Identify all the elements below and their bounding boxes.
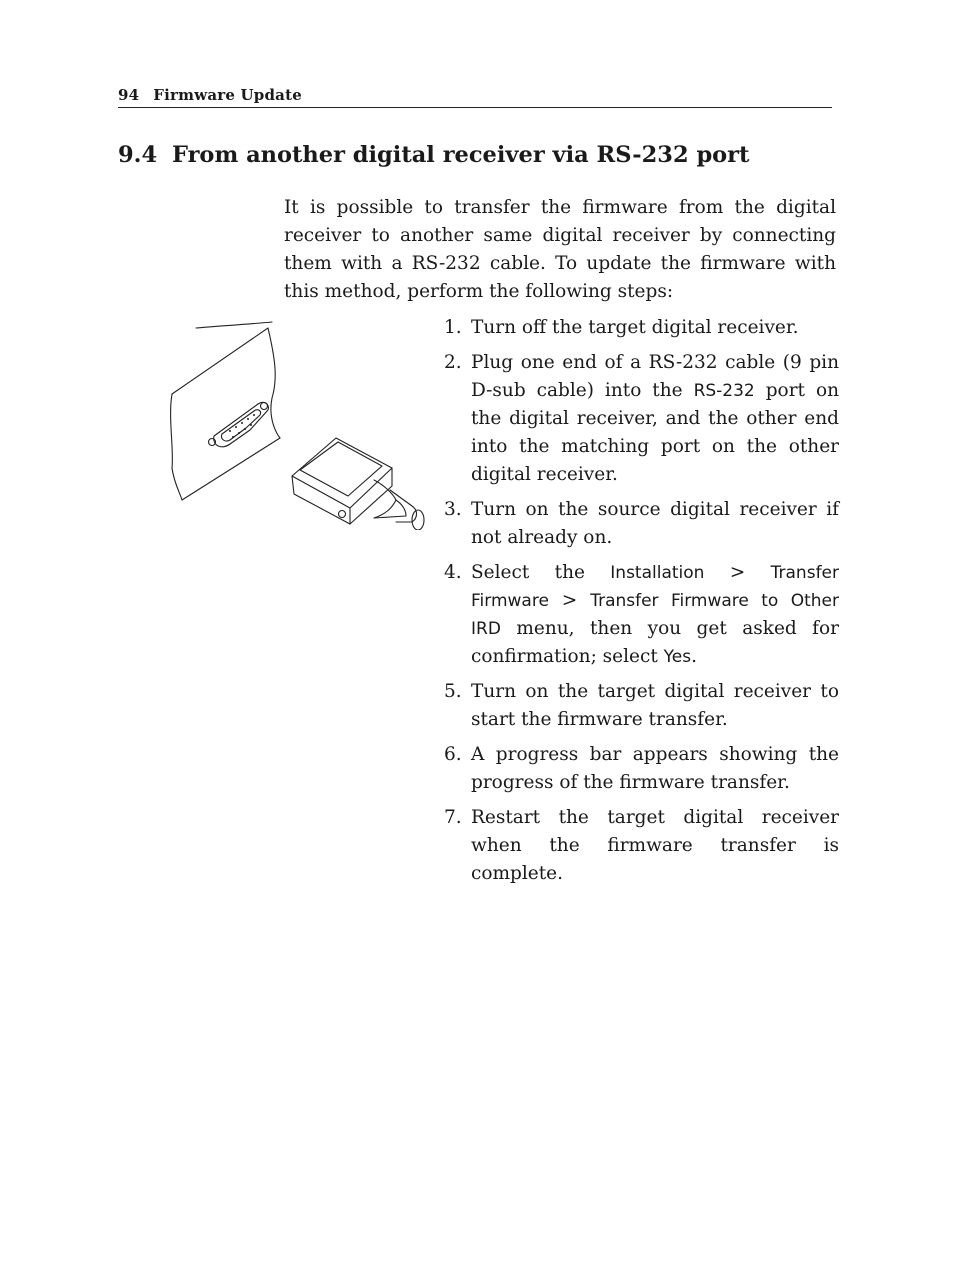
list-item: 7. Restart the target digital receiver when the firmware transfer is complete. [444, 807, 839, 884]
list-item: 6. A progress bar appears showing the progress of the firmware transfer. [444, 744, 839, 793]
list-item: 3. Turn on the source digital receiver if not already on. [444, 499, 839, 548]
chapter-title: Firmware Update [153, 86, 302, 104]
page-number: 94 [118, 86, 140, 104]
rs232-connector-and-plug-illustration-icon [160, 318, 432, 530]
intro-paragraph: It is possible to transfer the firmware from the digital receiver to another same digital receiver by connecting them with a RS-232 cable. To update the firmware with this method, perform the following steps: [284, 197, 836, 302]
rs232-port-label: RS-232 [693, 381, 755, 401]
option-yes: Yes [663, 647, 692, 667]
menu-transfer-to-other-ird: Transfer Firmware to Other IRD [471, 591, 839, 639]
list-item: 4. Select the Installation > Transfer Firmware > Transfer Firmware to Other IRD menu, then you get asked for confirmation; select Yes. [444, 562, 839, 667]
menu-transfer-firmware: Transfer Firmware [471, 563, 839, 611]
list-item: 5. Turn on the target digital receiver to start the firmware transfer. [444, 681, 839, 730]
steps-list [441, 314, 839, 895]
running-head [118, 86, 832, 108]
section-number: 9.4 [118, 142, 158, 168]
section-heading [118, 142, 838, 168]
list-item: 1. Turn off the target digital receiver. [444, 317, 799, 338]
menu-installation: Installation [610, 563, 705, 583]
list-item: 2. Plug one end of a RS-232 cable (9 pin D-sub cable) into the RS-232 port on the digital receiver, and the other end into the matching port on the other digital receiver. [444, 352, 839, 485]
section-title: From another digital receiver via RS-232 port [172, 142, 750, 168]
